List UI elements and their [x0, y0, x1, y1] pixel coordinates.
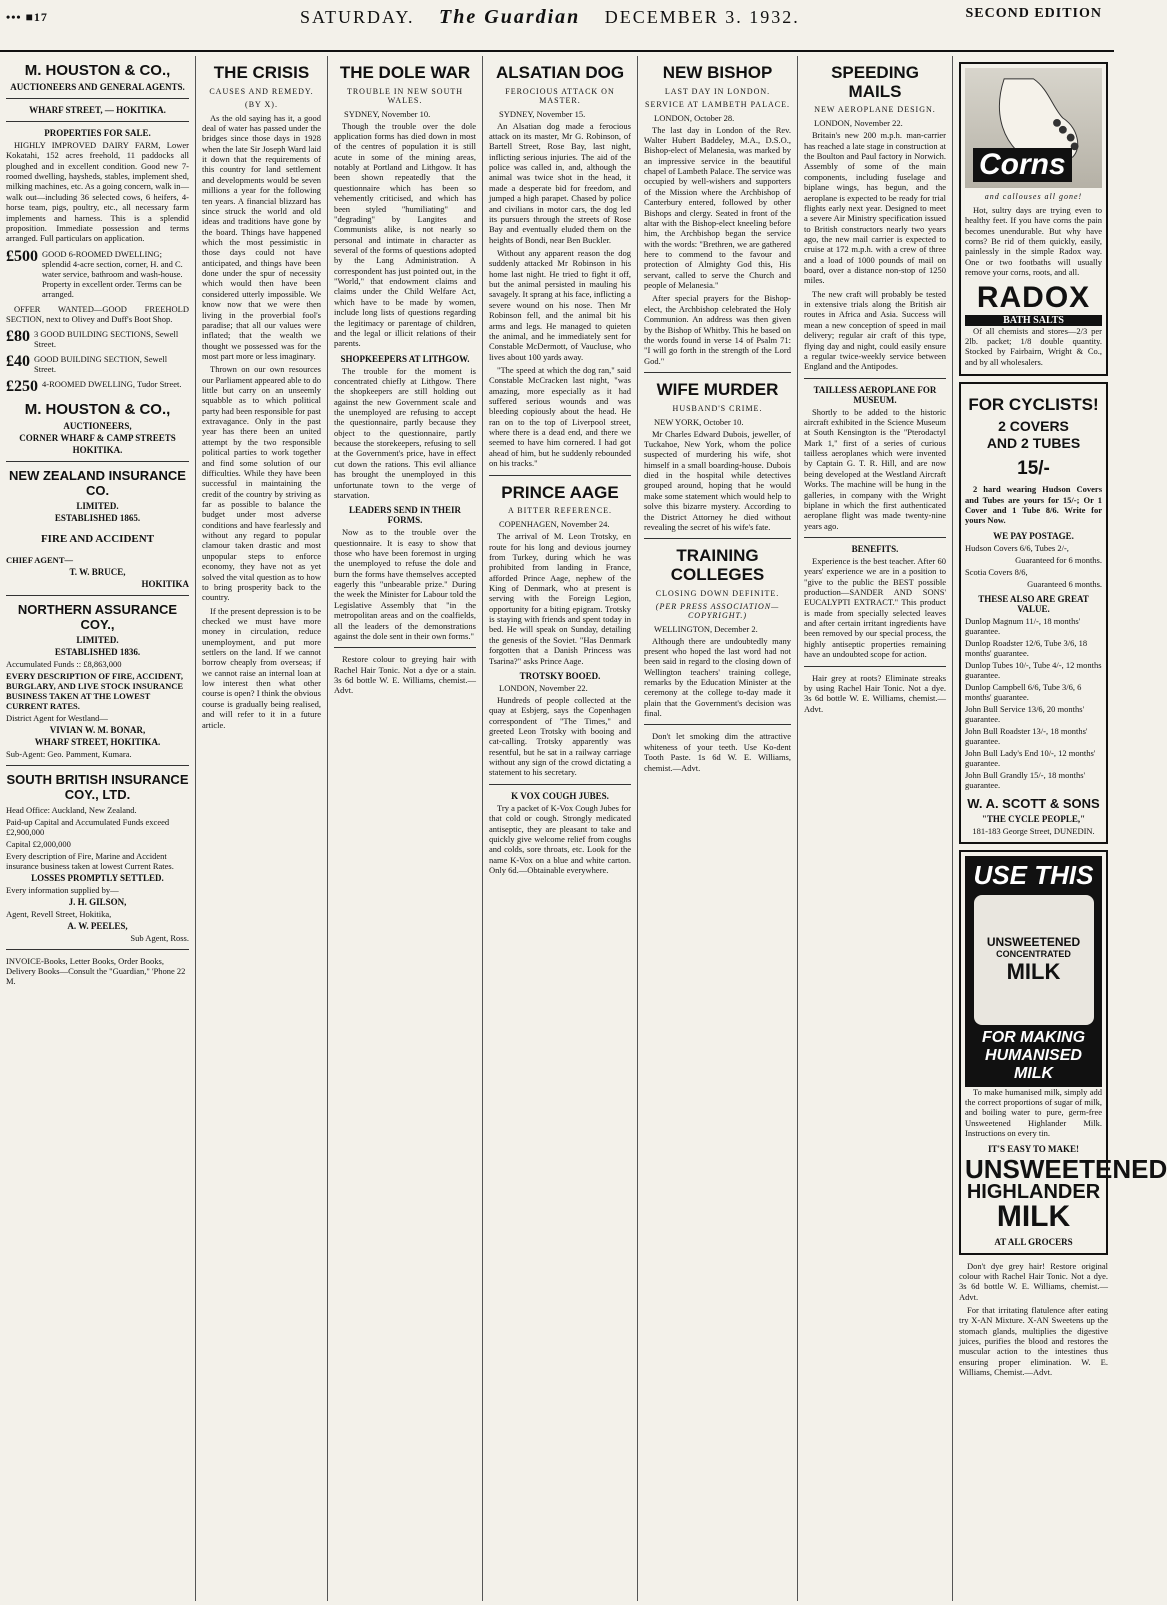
milk-brand-1: UNSWEETENED	[965, 1153, 1167, 1184]
houston-sub-2: AUCTIONEERS,	[63, 421, 132, 432]
values-title: THESE ALSO ARE GREAT VALUE.	[978, 593, 1089, 614]
column-crisis	[196, 56, 328, 1601]
radox-body: Of all chemists and stores—2/3 per 2lb. packet; 1/8 double quantity. Stocked by Fairbairn, Wright & Co., and by all wholesalers.	[965, 325, 1102, 367]
nz-insurance-fire: FIRE AND ACCIDENT	[40, 533, 155, 546]
corns-word: Corns	[973, 148, 1072, 182]
masthead	[0, 0, 1114, 50]
alsatian-headline: ALSATIAN DOG	[495, 63, 625, 82]
northern-est: ESTABLISHED 1836.	[54, 647, 141, 658]
south-british-sub-agent: A. W. PEELES,	[67, 921, 128, 932]
wife-headline: WIFE MURDER	[656, 379, 779, 399]
south-british-capital-2: Capital £2,000,000	[6, 839, 71, 850]
bishop-body: The last day in London of the Rev. Walter Hubert Baddeley, M.A., D.S.O., Bishop-elect of Melanesia, was marked by an impressive service in the beautiful chapel of Lambeth Palace. The service was occupied by well-wishers and supporters of the Mission where the Archbishop of Canterbury entered, followed by other Bishops and clergy. Seated in front of the altar with the Bishop-elect kneeling before him, the Archbishop began the service with the words: "Brethren, we are gathered here to commend to the favour and protection of Almighty God this, His servant, called to serve the Church and people of Melanesia."	[644, 124, 791, 291]
cyclists-ad	[959, 382, 1108, 844]
deal-row	[965, 567, 1102, 577]
toothpaste-advt: Don't let smoking dim the attractive whiteness of your teeth. Use Ko-dent Tooth Paste. 1s 6d W. E. Williams, chemist.—Advt.	[644, 731, 791, 773]
cyclists-title: FOR CYCLISTS!	[968, 394, 1099, 414]
bishop-headline: NEW BISHOP	[662, 63, 773, 82]
tailless-body: Shortly to be added to the historic aircraft exhibited in the Science Museum at South Kensington is the "Pterodactyl Mark 1," first of a series of curious tailless aeroplanes which were invented by Captain G. T. R. Hill, and are now being developed at the Westland Aircraft Works. The machine will be hung in the galleries, in company with the Wright biplane in which the first authenticated aeroplane flight was made twenty-nine years ago.	[804, 406, 946, 531]
tailless-crosshead: TAILLESS AEROPLANE FOR MUSEUM.	[813, 384, 937, 405]
milk-brand-2: HIGHLANDER	[966, 1180, 1101, 1203]
tc-headline: TRAINING COLLEGES	[670, 546, 765, 584]
farm-listing: HIGHLY IMPROVED DAIRY FARM, Lower Kokatahi, 152 acres freehold, 11 paddocks all ploughed and in excellent condition. Good new 7-roomed dwelling, haysheds, stables, implement shed, milking machines, etc. As a going concern, walk in—walk out—including 36 selected cows, 6 heifers, 4-horse team, pigs, poultry, etc., all necessary farm implements and harness. This is a splendid proposition. Immediate possession and terms arranged. Full particulars on application.	[6, 140, 189, 244]
column-bishop	[638, 56, 798, 1601]
alsatian-body: "The speed at which the dog ran," said Constable McCracken last night, "was amazing, more especially as it had suffered serious wounds and was bleeding copiously about the head. He ran on to the top of Liverpool street, where there is a dead end, and there we seemed to have him cornered. I had got ahead of him, but he suddenly rebounded on his tracks."	[489, 364, 631, 469]
column-dole-war	[328, 56, 483, 1601]
paper-title: The Guardian	[439, 6, 581, 28]
cyclists-price: 15/-	[1017, 458, 1050, 480]
tc-credit: (PER PRESS ASSOCIATION—COPYRIGHT.)	[655, 601, 780, 620]
alsatian-body: Without any apparent reason the dog suddenly attacked Mr Robinson in his home last night. He tried to fight it off, but the animal persisted in mauling his savagely. It sprang at his face, inflicting a severe wound on his nose. Then Mr Robinson fell, and the animal bit his arms and legs. He managed to quieten the animal, and he immediately sent for Constable McDermott, of Vaucluse, who lives about 100 yards away.	[489, 248, 631, 362]
divider	[6, 595, 189, 596]
trotsky-dateline: LONDON, November 22.	[499, 682, 588, 693]
page-number: ••• ■17	[6, 10, 48, 24]
property-price: £500	[6, 247, 38, 265]
houston-address: WHARF STREET, — HOKITIKA.	[29, 105, 166, 115]
deal-note: Guaranteed for 6 months.	[1015, 554, 1102, 565]
tc-dateline: WELLINGTON, December 2.	[654, 623, 758, 634]
northern-agent-addr: WHARF STREET, HOKITIKA.	[34, 737, 161, 748]
trotsky-crosshead: TROTSKY BOOED.	[519, 670, 601, 681]
prince-dateline: COPENHAGEN, November 24.	[499, 519, 610, 530]
dole-headline: THE DOLE WAR	[339, 63, 471, 82]
column-alsatian	[483, 56, 638, 1601]
column-ads	[953, 56, 1167, 1601]
scott-title: W. A. SCOTT & SONS	[967, 795, 1100, 811]
milk-humanised: HUMANISED MILK	[985, 1046, 1082, 1082]
crisis-headline: THE CRISIS	[213, 63, 310, 82]
value-item: John Bull Roadster 13/-, 18 months' guarantee.	[965, 725, 1088, 746]
property-listing	[6, 329, 189, 349]
houston-sub: AUCTIONEERS AND GENERAL AGENTS.	[10, 82, 185, 92]
value-item: Dunlop Roadster 12/6, Tube 3/6, 18 months' guarantee.	[965, 637, 1088, 658]
houston-town-2: HOKITIKA.	[72, 445, 123, 456]
property-listing	[6, 354, 189, 374]
deal-note: Guaranteed 6 months.	[1027, 578, 1102, 589]
south-british-capital: Paid-up Capital and Accumulated Funds exceed £2,900,000	[6, 817, 170, 838]
radox-logo: RADOX	[976, 280, 1091, 314]
divider	[644, 724, 791, 725]
prince-subhead: A BITTER REFERENCE.	[507, 506, 613, 516]
property-listing	[6, 249, 189, 299]
wife-dateline: NEW YORK, October 10.	[654, 416, 744, 427]
grey-hair-advt: Hair grey at roots? Eliminate streaks by using Rachel Hair Tonic. Not a dye. 3s 6d bottle W. E. Williams, chemist.—Advt.	[804, 672, 946, 714]
houston-title: M. HOUSTON & CO.,	[24, 62, 171, 79]
dole-body: Now as to the trouble over the questionnaire. It is easy to show that those who have been foremost in urging the unemployed to refuse the dole and burn the forms have themselves accepted eagerly this "unbearable prize." During the week the Minister for Labour told the Legislative Assembly that "in the metropolitan areas and on the coalfields, all the leaders of the demonstrations against the dole sent in their own forms."	[334, 527, 476, 641]
south-british-agent: J. H. GILSON,	[68, 897, 127, 908]
crisis-body: As the old saying has it, a good deal of water has passed under the bridges since those days in 1928 when the late Sir Joseph Ward laid it down that the requirements of this country for land settlement and developments would be seven millions a year for the following ten years. A financial blizzard has since struck the world and old ideas and traditions have gone by the board. Things have happened which the most pessimistic in those days could not have anticipated, and things have been done under the spur of necessity which would then have been considered utterly impossible. We know now that we were then living in the proverbial fool's paradise; that all our values were inflated; that the wealth we thought we possessed was for the most part more or less imaginary.	[202, 112, 321, 361]
cyclists-line-1: 2 COVERS	[998, 417, 1069, 434]
alsatian-body: An Alsatian dog made a ferocious attack on its master, Mr G. Robinson, of Bartell Street, Rose Bay, last night, inflicting serious injuries. The aid of the police was called in, and, although the animal was twice shot in the head, it made a desperate bid for freedom, and jumped a high parapet. Chased by police and civilians in motor cars, the dog led its pursuers through the streets of Rose Bay and eventually eluded them on the heights of Bondi, near Ben Buckler.	[489, 120, 631, 245]
corns-ad	[959, 62, 1108, 376]
south-british-text: Every description of Fire, Marine and Accident insurance business taken at lowest Current Rates.	[6, 851, 174, 872]
nz-insurance-title: NEW ZEALAND INSURANCE CO.	[9, 468, 186, 499]
value-item: John Bull Lady's End 10/-, 12 months' guarantee.	[965, 747, 1096, 768]
crisis-byline: (BY X).	[245, 99, 278, 109]
wife-subhead: HUSBAND'S CRIME.	[672, 403, 763, 413]
milk-illustration	[965, 856, 1102, 1087]
tc-subhead: CLOSING DOWN DEFINITE.	[655, 588, 780, 598]
bishop-body: After special prayers for the Bishop-elect, the Archbishop celebrated the Holy Communion. An address was then given by the Bishop of Whitby. This he based on the words found in verse 14 of Psalm 71: "I will go forth in the strength of the Lord God."	[644, 293, 791, 366]
south-british-office: Head Office: Auckland, New Zealand.	[6, 805, 137, 816]
divider	[644, 372, 791, 373]
value-item: Dunlop Campbell 6/6, Tube 3/6, 6 months' guarantee.	[965, 681, 1082, 702]
property-text: GOOD BUILDING SECTION, Sewell Street.	[34, 354, 168, 375]
nz-insurance-est: ESTABLISHED 1865.	[54, 513, 141, 524]
bishop-dateline: LONDON, October 28.	[654, 112, 735, 123]
offer-wanted: OFFER WANTED—GOOD FREEHOLD SECTION, next to Olivey and Duff's Boot Shop.	[6, 303, 189, 324]
divider	[804, 537, 946, 538]
crisis-body: Thrown on our own resources our Parliament appeared able to do little but carry on an unseemly squabble as to which political party had been responsible for past extravagance. Only in the past year has there been an united attempt by the two responsible political parties to work together and find some solution of our difficulties. While they have been successful in maintaining the credit of the country by striving as far as possible to balance the budget under most adverse conditions and have fearlessly and without any regard to popular clamour taken drastic and most unpopular steps to enforce economy, they have not as yet solved the vital question as to how to bring prosperity back to the country.	[202, 364, 321, 603]
nz-insurance-agent: T. W. BRUCE,	[69, 567, 126, 578]
dole-body: Though the trouble over the dole application forms has died down in most of the centres of population it is still acute in some of the mining areas, notably at Portland and Lithgow. It has been shown repeatedly that the questionnaire which has been so vehemently criticised, and which has been styled "humiliating" and "degrading" by Langites and Communists alike, is not nearly so personal and intimate in character as several of the forms of questions adopted by the Lang Administration. A correspondent has just pointed out, in the "World," that endowment claims and claims under the Child Welfare Act, which have to be made by women, include long lists of questions regarding the legitimacy or parentage of children, and the legal or illicit relations of their parents.	[334, 120, 476, 349]
property-text: GOOD 6-ROOMED DWELLING; splendid 4-acre section, corner, H. and C. water service, bathroom and wash-house. Property in excellent order. Terms can be arranged.	[42, 248, 183, 299]
cyclists-line-2: AND 2 TUBES	[986, 435, 1081, 452]
kvox-body: Try a packet of K-Vox Cough Jubes for that cold or cough. Strongly medicated antiseptic, they are pleasant to take and quickly give welcome relief from coughs and colds, sore throats, etc. Look for the name K-Vox on a blue and white carton. Only 6d.—Obtainable everywhere.	[489, 802, 631, 875]
prince-headline: PRINCE AAGE	[501, 482, 619, 502]
divider	[6, 949, 189, 950]
value-item: John Bull Grandly 15/-, 18 months' guarantee.	[965, 769, 1086, 790]
northern-text: EVERY DESCRIPTION OF FIRE, ACCIDENT, BURGLARY, AND LIVE STOCK INSURANCE BUSINESS TAKEN AT THE LOWEST CURRENT RATES.	[6, 671, 184, 712]
deal-name: Hudson Covers 6/6, Tubes 2/-,	[965, 542, 1069, 553]
northern-district: District Agent for Westland—	[6, 713, 108, 724]
mails-subhead: NEW AEROPLANE DESIGN.	[814, 105, 936, 115]
bishop-subhead: LAST DAY IN LONDON.	[664, 86, 771, 96]
dole-body: The trouble for the moment is concentrated chiefly at Lithgow. There the shopkeepers are still holding out against the new Government scale and the unemployed are refusing to accept the questionnaire, partly because they object to the questionnaire, partly because the storekeepers, refusing to sell at the Government's price, have in effect cut down the rations. This evil alliance has brought the unemployed in this unfortunate town to the verge of starvation.	[334, 365, 476, 500]
northern-title: NORTHERN ASSURANCE COY.,	[17, 602, 178, 633]
divider	[6, 461, 189, 462]
divider	[334, 647, 476, 648]
property-price: £80	[6, 328, 30, 346]
dye-advt: Don't dye grey hair! Restore original colour with Rachel Hair Tonic. Not a dye. 3s 6d bottle W. E. Williams, chemist.—Advt.	[959, 1260, 1108, 1302]
corns-tagline: and callouses all gone!	[984, 192, 1083, 201]
hair-tonic-advt: Restore colour to greying hair with Rachel Hair Tonic. Not a dye or a stain. 3s 6d bottle W. E. Williams, chemist.—Advt.	[334, 654, 476, 696]
milk-grocers: AT ALL GROCERS	[994, 1236, 1073, 1247]
edition-label: SECOND EDITION	[965, 6, 1102, 21]
benefits-body: Experience is the best teacher. After 60 years' experience we are in a position to "give to the public the BEST possible production—SANDER AND SONS' EUCALYPTI EXTRACT." This product is made from specially selected leaves and after certain irritant ingredients have been removed by our special process, the highly antiseptic properties remaining have an undoubted scope for action.	[804, 555, 946, 660]
value-item: John Bull Service 13/6, 20 months' guarantee.	[965, 703, 1085, 724]
dole-dateline: SYDNEY, November 10.	[344, 108, 431, 119]
south-british-agent-addr: Agent, Revell Street, Hokitika,	[6, 909, 112, 920]
masthead-center	[300, 6, 800, 29]
bishop-crosshead: SERVICE AT LAMBETH PALACE.	[645, 99, 790, 109]
northern-ltd: LIMITED.	[76, 635, 119, 646]
scott-sub: "THE CYCLE PEOPLE,"	[981, 813, 1086, 824]
column-mails	[798, 56, 953, 1601]
invoice-books-ad: INVOICE-Books, Letter Books, Order Books, Delivery Books—Consult the "Guardian," 'Phone 22 M.	[6, 956, 186, 987]
south-british-sub-agent-role: Sub Agent, Ross.	[130, 933, 189, 944]
dole-crosshead: LEADERS SEND IN THEIR FORMS.	[348, 505, 462, 526]
milk-can-icon	[974, 895, 1094, 1025]
deal-row	[965, 543, 1102, 553]
milk-ad	[959, 850, 1167, 1255]
radox-sub: BATH SALTS	[965, 315, 1102, 326]
mails-dateline: LONDON, November 22.	[814, 118, 903, 129]
divider	[6, 765, 189, 766]
column-classifieds	[0, 56, 196, 1601]
mails-body: Britain's new 200 m.p.h. man-carrier has reached a late stage in construction at the Boulton and Paul factory in Norwich. Assembly of some of the main components, including fuselage and biplane wings, has begun, and the aeroplane is expected to be ready for trial flights early next year. Designed to meet a severe Air Ministry specification issued to British constructors nearly two years ago, the new mail carrier is expected to cruise at 172 m.p.h. with a crew of three and a load of 1000 pounds of mail on board, over a distance non-stop of 1250 miles.	[804, 130, 946, 286]
cyclists-postage: WE PAY POSTAGE.	[993, 530, 1074, 541]
kvox-title: K VOX COUGH JUBES.	[511, 790, 609, 801]
northern-sub-agent: Sub-Agent: Geo. Pamment, Kumara.	[6, 749, 132, 760]
property-text: 3 GOOD BUILDING SECTIONS, Sewell Street.	[34, 329, 179, 350]
houston-address-2: CORNER WHARF & CAMP STREETS	[19, 433, 176, 444]
dole-crosshead: SHOPKEEPERS AT LITHGOW.	[340, 353, 470, 364]
xan-advt: For that irritating flatulence after eating try X-AN Mixture. X-AN Sweetens up the stomach glands, multiplies the digestive juices, purifies the blood and restores the muscular action to the intestines thus ensuring proper elimination. W. E. Williams, Chemist.—Advt.	[959, 1304, 1108, 1378]
milk-for-making: FOR MAKING	[981, 1028, 1086, 1046]
south-british-info: Every information supplied by—	[6, 885, 119, 896]
value-item: Dunlop Tubes 10/-, Tube 4/-, 12 months guarantee.	[965, 659, 1102, 680]
prince-body: The arrival of M. Leon Trotsky, en route for his long and devious journey from Turkey, during which he was prohibited from landing in France, afforded Prince Aage, nephew of the King of Denmark, who at present is serving with the Foreign Legion, opportunity for a biting epigram. Trotsky is staying with friends and spent today in bed. He will speak on Sunday, detailing the genesis of the Soviet. "Has Denmark forgotten that a Danish Princess was Tsarina?" asks Prince Aage.	[489, 531, 631, 666]
crisis-body: If the present depression is to be checked we must have more money in circulation, reduce unemployment, and put more settlers on the land. If we cannot borrow cheaply from overseas; if we cannot raise an internal loan at low interest then what other course is open? I think the obvious course is gradually being realised, and will refer to it in a future article.	[202, 605, 321, 730]
divider	[6, 121, 189, 122]
scott-address: 181-183 George Street, DUNEDIN.	[972, 825, 1095, 836]
milk-can-text-2: CONCENTRATED	[996, 948, 1071, 959]
mails-body: The new craft will probably be tested in extensive trials along the British air routes in Africa and Asia. Success will mean a new conception of speed in mail delivery; regular air craft of this type, flying day and night, could easily ensure a regular twice-weekly service between England and the Antipodes.	[804, 288, 946, 372]
foot-illustration	[965, 68, 1102, 188]
northern-funds: Accumulated Funds :: £8,863,000	[6, 659, 122, 670]
alsatian-subhead: FEROCIOUS ATTACK ON MASTER.	[505, 86, 615, 105]
houston-title-2: M. HOUSTON & CO.,	[24, 401, 171, 419]
northern-agent: VIVIAN W. M. BONAR,	[49, 725, 146, 736]
divider	[644, 538, 791, 539]
trotsky-body: Hundreds of people collected at the quay at Esbjerg, says the Copenhagen correspondent of "The Times," and greeted Leon Trotsky with booing and cat-calling. Trotsky apparently was resentful, but he sat in a railway carriage without any sign of the crowd dictating a statement to his secretary.	[489, 694, 631, 778]
dole-subhead: TROUBLE IN NEW SOUTH WALES.	[346, 86, 464, 105]
benefits-crosshead: BENEFITS.	[851, 543, 899, 554]
divider	[489, 784, 631, 785]
divider	[6, 98, 189, 99]
nz-insurance-town: HOKITIKA	[141, 579, 189, 590]
property-price: £40	[6, 353, 30, 371]
masthead-rule	[0, 50, 1114, 52]
south-british-title: SOUTH BRITISH INSURANCE COY., LTD.	[6, 772, 189, 803]
value-item: Dunlop Magnum 11/-, 18 months' guarantee.	[965, 615, 1081, 636]
deal-name: Scotia Covers 8/6,	[965, 566, 1028, 577]
nz-insurance-agent-label: CHIEF AGENT—	[6, 555, 73, 566]
property-text: 4-ROOMED DWELLING, Tudor Street.	[42, 379, 182, 390]
nz-insurance-ltd: LIMITED.	[76, 501, 119, 512]
property-listing	[6, 379, 189, 395]
milk-use-this: USE THIS	[973, 859, 1094, 890]
south-british-losses: LOSSES PROMPTLY SETTLED.	[31, 873, 164, 884]
cyclists-body: 2 hard wearing Hudson Covers and Tubes are yours for 15/-; Or 1 Cover and 1 Tube 8/6. Write for yours Now.	[965, 484, 1102, 526]
masthead-date: DECEMBER 3. 1932.	[604, 7, 800, 27]
wife-body: Mr Charles Edward Dubois, jeweller, of Tuckahoe, New York, whom the police suspected of murdering his wife, shot himself in a small boarding-house. Dubois died in the hospital while detectives grouped around, hoping that he would make some statement which would help to solve this bizarre mystery. According to the District Attorney he died without revealing the secret of his wife's fate.	[644, 428, 791, 532]
divider	[804, 378, 946, 379]
tc-body: Although there are undoubtedly many present who hoped the last word had not been said in regard to the closing down of Wellington teachers' training college, remarks by the Education Minister at the ceremony at the college to-day made it plain that the Government's decision was final.	[644, 635, 791, 719]
milk-body: To make humanised milk, simply add the correct proportions of sugar of milk, and boiling water to pure, germ-free Unsweetened Highlander Milk. Instructions on every tin.	[965, 1086, 1102, 1139]
milk-easy: IT'S EASY TO MAKE!	[987, 1143, 1080, 1154]
milk-brand-3: MILK	[996, 1199, 1071, 1233]
divider	[804, 666, 946, 667]
alsatian-dateline: SYDNEY, November 15.	[499, 108, 586, 119]
mails-headline: SPEEDING MAILS	[831, 63, 919, 101]
corns-body: Hot, sultry days are trying even to healthy feet. If you have corns the pain becomes unendurable. But why have corns? Be rid of them quickly, easily, painlessly in the simple Radox way. One or two footbaths will usually remove your corns, roots, and all.	[965, 205, 1102, 278]
milk-can-text-1: UNSWEETENED	[986, 934, 1081, 949]
properties-title: PROPERTIES FOR SALE.	[44, 128, 151, 138]
crisis-subhead: CAUSES AND REMEDY.	[209, 86, 314, 96]
divider	[489, 475, 631, 476]
milk-can-text-3: MILK	[1006, 958, 1061, 984]
property-price: £250	[6, 378, 38, 396]
masthead-day: SATURDAY.	[300, 7, 415, 27]
